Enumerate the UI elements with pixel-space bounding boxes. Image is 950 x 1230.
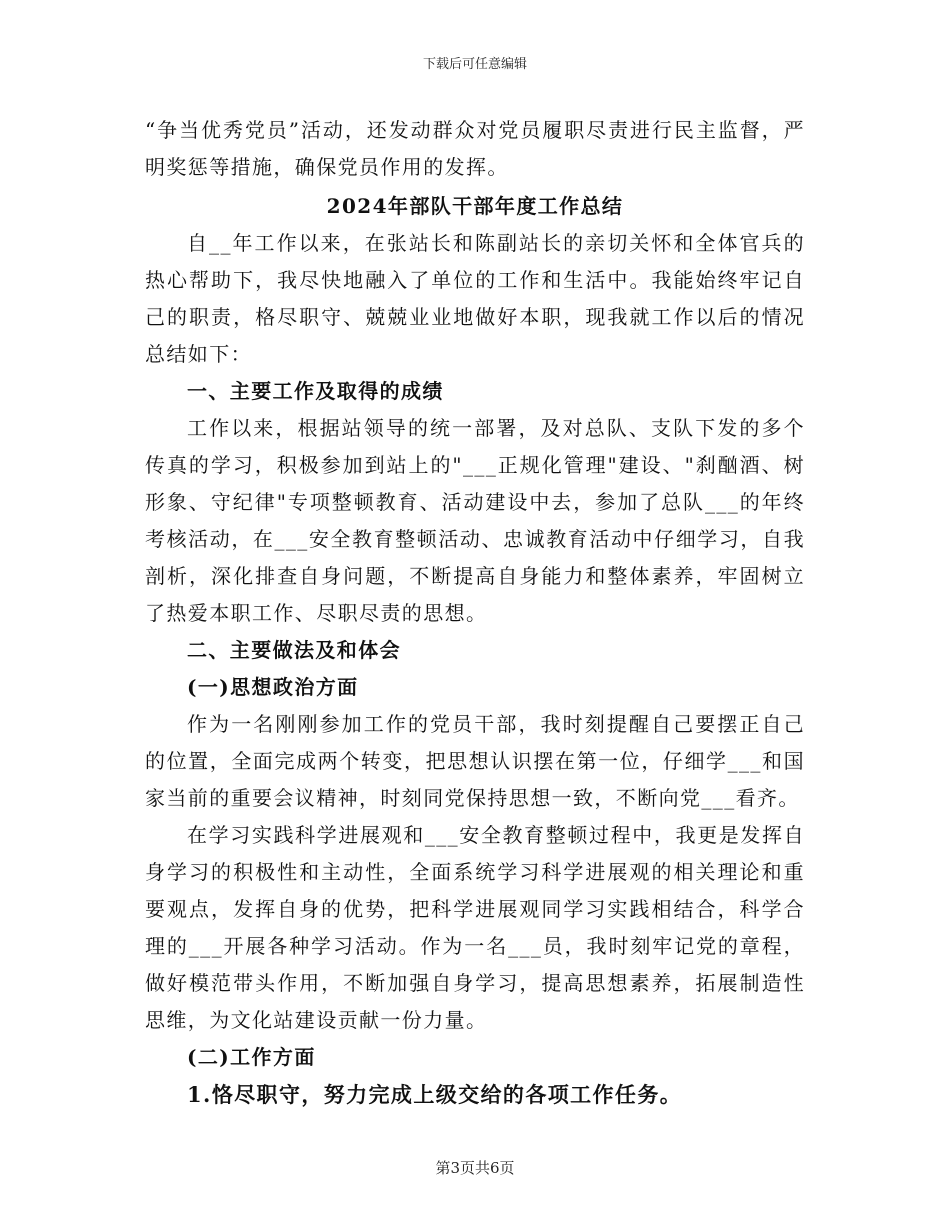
page-header: 下载后可任意编辑: [422, 57, 527, 72]
page-footer: 第3页共6页: [435, 1159, 515, 1177]
intro-paragraph: “争当优秀党员”活动，还发动群众对党员履职尽责进行民主监督，严明奖惩等措施，确保党员作用的发挥。: [145, 118, 805, 179]
document-body: [145, 112, 805, 1113]
subsection-heading-2: (二)工作方面: [187, 1045, 316, 1069]
paragraph-opening: 自__年工作以来，在张站长和陈副站长的亲切关怀和全体官兵的热心帮助下，我尽快地融入了单位的工作和生活中。我能始终牢记自己的职责，格尽职守、兢兢业业地做好本职，现我就工作以后的情况总结如下：: [145, 231, 805, 366]
list-item-1: 1.恪尽职守，努力完成上级交给的各项工作任务。: [187, 1082, 683, 1107]
paragraph-achievements: 工作以来，根据站领导的统一部署，及对总队、支队下发的多个传真的学习，积极参加到站上的"___正规化管理"建设、"刹酗酒、树形象、守纪律"专项整顿教育、活动建设中去，参加了总队___的年终考核活动，在___安全教育整顿活动、忠诚教育活动中仔细学习，自我剖析，深化排查自身问题，不断提高自身能力和整体素养，牢固树立了热爱本职工作、尽职尽责的思想。: [145, 416, 805, 625]
subsection-heading-1: (一)思想政治方面: [187, 675, 359, 699]
paragraph-political: 作为一名刚刚参加工作的党员干部，我时刻提醒自己要摆正自己的位置，全面完成两个转变，把思想认识摆在第一位，仔细学___和国家当前的重要会议精神，时刻同党保持思想一致，不断向党___看齐。: [145, 712, 805, 810]
document-title: 2024年部队干部年度工作总结: [326, 194, 624, 218]
section-heading-2: 二、主要做法及和体会: [187, 638, 401, 662]
paragraph-study: 在学习实践科学进展观和___安全教育整顿过程中，我更是发挥自身学习的积极性和主动性，全面系统学习科学进展观的相关理论和重要观点，发挥自身的优势，把科学进展观同学习实践相结合，科学合理的___开展各种学习活动。作为一名___员，我时刻牢记党的章程，做好模范带头作用，不断加强自身学习，提高思想素养，拓展制造性思维，为文化站建设贡献一份力量。: [145, 823, 805, 1032]
section-heading-1: 一、主要工作及取得的成绩: [187, 379, 444, 403]
